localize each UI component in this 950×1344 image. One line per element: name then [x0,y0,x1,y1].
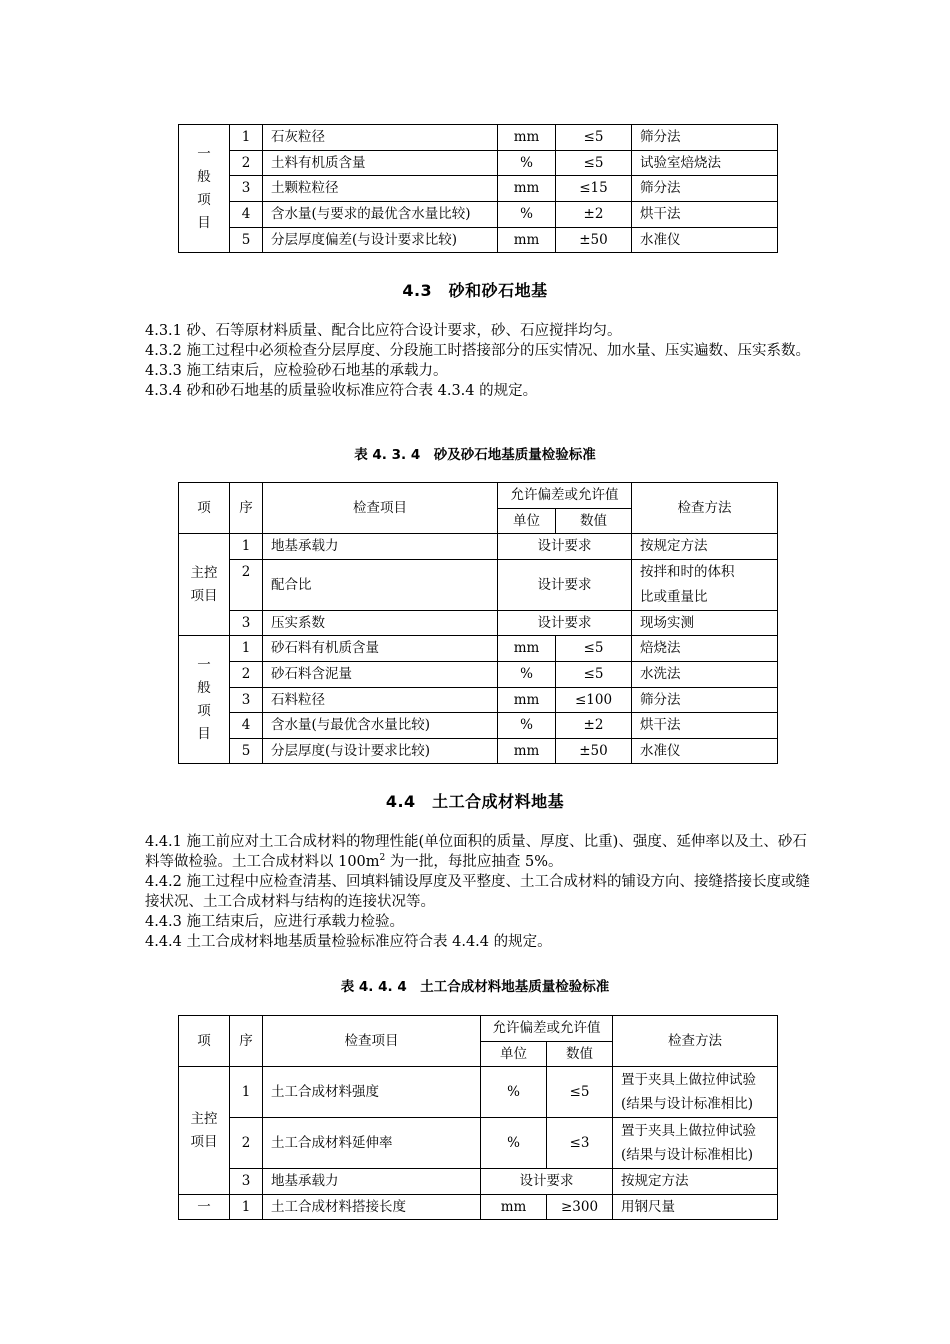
check-item: 分层厚度(与设计要求比较) [263,739,498,764]
method: 用钢尺量 [613,1195,778,1220]
header-method: 检查方法 [613,1016,778,1067]
table-row [179,713,778,739]
paragraph-4-4-2: 4.4.2 施工过程中应检查清基、回填料铺设厚度及平整度、土工合成材料的铺设方向、接缝搭接长度或缝接状况、土工合成材料与结构的连接状况等。 [145,874,810,910]
unit: mm [498,228,556,253]
method: 置于夹具上做拉伸试验 (结果与设计标准相比) [613,1118,778,1169]
row-no: 4 [230,202,263,228]
table-row [179,1067,778,1118]
row-no: 4 [230,713,263,739]
group-label-text: 一 般 项 目 [197,145,211,231]
check-item: 土工合成材料强度 [263,1067,481,1118]
method: 烘干法 [632,202,778,228]
group-label-general: 一 [179,1195,230,1220]
header-tolerance: 允许偏差或允许值 [481,1016,613,1042]
table-row [179,125,778,151]
row-no: 1 [230,125,263,151]
paragraph-4-4-1-tail: 为一批，每批应抽查 5%。 [385,854,563,870]
check-item: 土工合成材料搭接长度 [263,1195,481,1220]
group-label-text: 主控 项目 [190,1110,218,1150]
value: ≤5 [547,1067,613,1118]
merged-value: 设计要求 [498,611,632,636]
row-no: 1 [230,1195,263,1220]
check-item: 含水量(与要求的最优含水量比较) [263,202,498,228]
header-no: 序 [230,483,263,534]
check-item: 砂石料含泥量 [263,662,498,688]
table-4-4-4 [178,1015,778,1220]
method: 按拌和时的体积 比或重量比 [632,560,778,611]
method: 现场实测 [632,611,778,636]
row-no: 5 [230,739,263,764]
table-row [179,151,778,176]
table-caption-4-3-4: 表 4. 3. 4 砂及砂石地基质量检验标准 [354,447,596,463]
unit: % [498,662,556,688]
method: 水准仪 [632,739,778,764]
method: 烘干法 [632,713,778,739]
table-row [179,611,778,636]
row-no: 3 [230,1169,263,1195]
paragraph-4-4-1 [145,832,820,872]
section-heading-4-3: 4.3 砂和砂石地基 [402,281,548,300]
table-caption-4-4-4: 表 4. 4. 4 土工合成材料地基质量检验标准 [340,979,610,995]
method: 按规定方法 [613,1169,778,1195]
table-row [179,202,778,228]
value: ≥300 [547,1195,613,1220]
header-unit: 单位 [481,1042,547,1067]
header-method: 检查方法 [632,483,778,534]
unit: % [498,713,556,739]
table-row [179,228,778,253]
value: ±2 [556,202,632,228]
check-item: 压实系数 [263,611,498,636]
table-row [179,534,778,560]
value: ≤5 [556,636,632,662]
method: 水准仪 [632,228,778,253]
method: 试验室焙烧法 [632,151,778,176]
group-label-main [179,1067,230,1195]
table-4-3-4 [178,482,778,764]
table-header-row [179,1016,778,1042]
value: ≤15 [556,176,632,202]
table-row [179,176,778,202]
unit: mm [498,176,556,202]
paragraph-4-4-4: 4.4.4 土工合成材料地基质量检验标准应符合表 4.4.4 的规定。 [145,934,552,950]
method: 筛分法 [632,125,778,151]
row-no: 2 [230,151,263,176]
unit: % [498,202,556,228]
check-item: 含水量(与最优含水量比较) [263,713,498,739]
group-label-general [179,636,230,764]
table-top-general-items [178,124,778,253]
header-group: 项 [179,483,230,534]
unit: % [498,151,556,176]
section-4-3-body [145,321,820,401]
row-no: 2 [230,1118,263,1169]
row-no: 3 [230,688,263,713]
table-header-row [179,483,778,509]
value: ±50 [556,228,632,253]
table-row [179,1118,778,1169]
check-item: 地基承载力 [263,1169,481,1195]
header-value: 数值 [547,1042,613,1067]
row-no: 1 [230,1067,263,1118]
paragraph-4-3-2: 4.3.2 施工过程中必须检查分层厚度、分段施工时搭接部分的压实情况、加水量、压实遍数、压实系数。 [145,343,810,359]
check-item: 分层厚度偏差(与设计要求比较) [263,228,498,253]
header-no: 序 [230,1016,263,1067]
method: 水洗法 [632,662,778,688]
value: ±2 [556,713,632,739]
unit: mm [498,739,556,764]
check-item: 土工合成材料延伸率 [263,1118,481,1169]
group-label-text: 主控 项目 [190,564,218,604]
value: ≤5 [556,662,632,688]
header-value: 数值 [556,509,632,534]
group-label-general [179,125,230,253]
method: 筛分法 [632,688,778,713]
check-item: 石料粒径 [263,688,498,713]
unit: % [481,1118,547,1169]
value: ≤5 [556,151,632,176]
section-heading-4-4: 4.4 土工合成材料地基 [385,792,565,811]
header-group: 项 [179,1016,230,1067]
unit: mm [481,1195,547,1220]
row-no: 1 [230,636,263,662]
method: 置于夹具上做拉伸试验 (结果与设计标准相比) [613,1067,778,1118]
row-no: 2 [230,662,263,688]
table-row [179,739,778,764]
superscript-2: 2 [379,853,386,864]
paragraph-4-4-3: 4.4.3 施工结束后，应进行承载力检验。 [145,914,405,930]
table-row [179,688,778,713]
group-label-text: 一 般 项 目 [197,656,211,742]
check-item: 土料有机质含量 [263,151,498,176]
section-4-4-body [145,832,820,952]
merged-value: 设计要求 [498,560,632,611]
header-item: 检查项目 [263,483,498,534]
paragraph-4-4-1-text: 4.4.1 施工前应对土工合成材料的物理性能(单位面积的质量、厚度、比重)、强度、延伸率以及土、砂石料等做检验。土工合成材料以 100m [145,834,807,870]
row-no: 1 [230,534,263,560]
row-no: 3 [230,611,263,636]
method: 焙烧法 [632,636,778,662]
paragraph-4-3-4: 4.3.4 砂和砂石地基的质量验收标准应符合表 4.3.4 的规定。 [145,383,538,399]
merged-value: 设计要求 [481,1169,613,1195]
paragraph-4-3-3: 4.3.3 施工结束后，应检验砂石地基的承载力。 [145,363,448,379]
row-no: 5 [230,228,263,253]
check-item: 砂石料有机质含量 [263,636,498,662]
row-no: 3 [230,176,263,202]
method: 按规定方法 [632,534,778,560]
group-label-main [179,534,230,636]
check-item: 土颗粒粒径 [263,176,498,202]
paragraph-4-3-1: 4.3.1 砂、石等原材料质量、配合比应符合设计要求，砂、石应搅拌均匀。 [145,323,622,339]
table-row [179,662,778,688]
table-row [179,560,778,611]
unit: mm [498,125,556,151]
value: ≤5 [556,125,632,151]
table-row [179,1195,778,1220]
check-item: 配合比 [263,560,498,611]
unit: mm [498,636,556,662]
check-item: 石灰粒径 [263,125,498,151]
value: ≤3 [547,1118,613,1169]
unit: % [481,1067,547,1118]
row-no: 2 [230,560,263,611]
check-item: 地基承载力 [263,534,498,560]
method: 筛分法 [632,176,778,202]
value: ≤100 [556,688,632,713]
header-tolerance: 允许偏差或允许值 [498,483,632,509]
merged-value: 设计要求 [498,534,632,560]
unit: mm [498,688,556,713]
table-row [179,1169,778,1195]
header-unit: 单位 [498,509,556,534]
header-item: 检查项目 [263,1016,481,1067]
table-row [179,636,778,662]
value: ±50 [556,739,632,764]
